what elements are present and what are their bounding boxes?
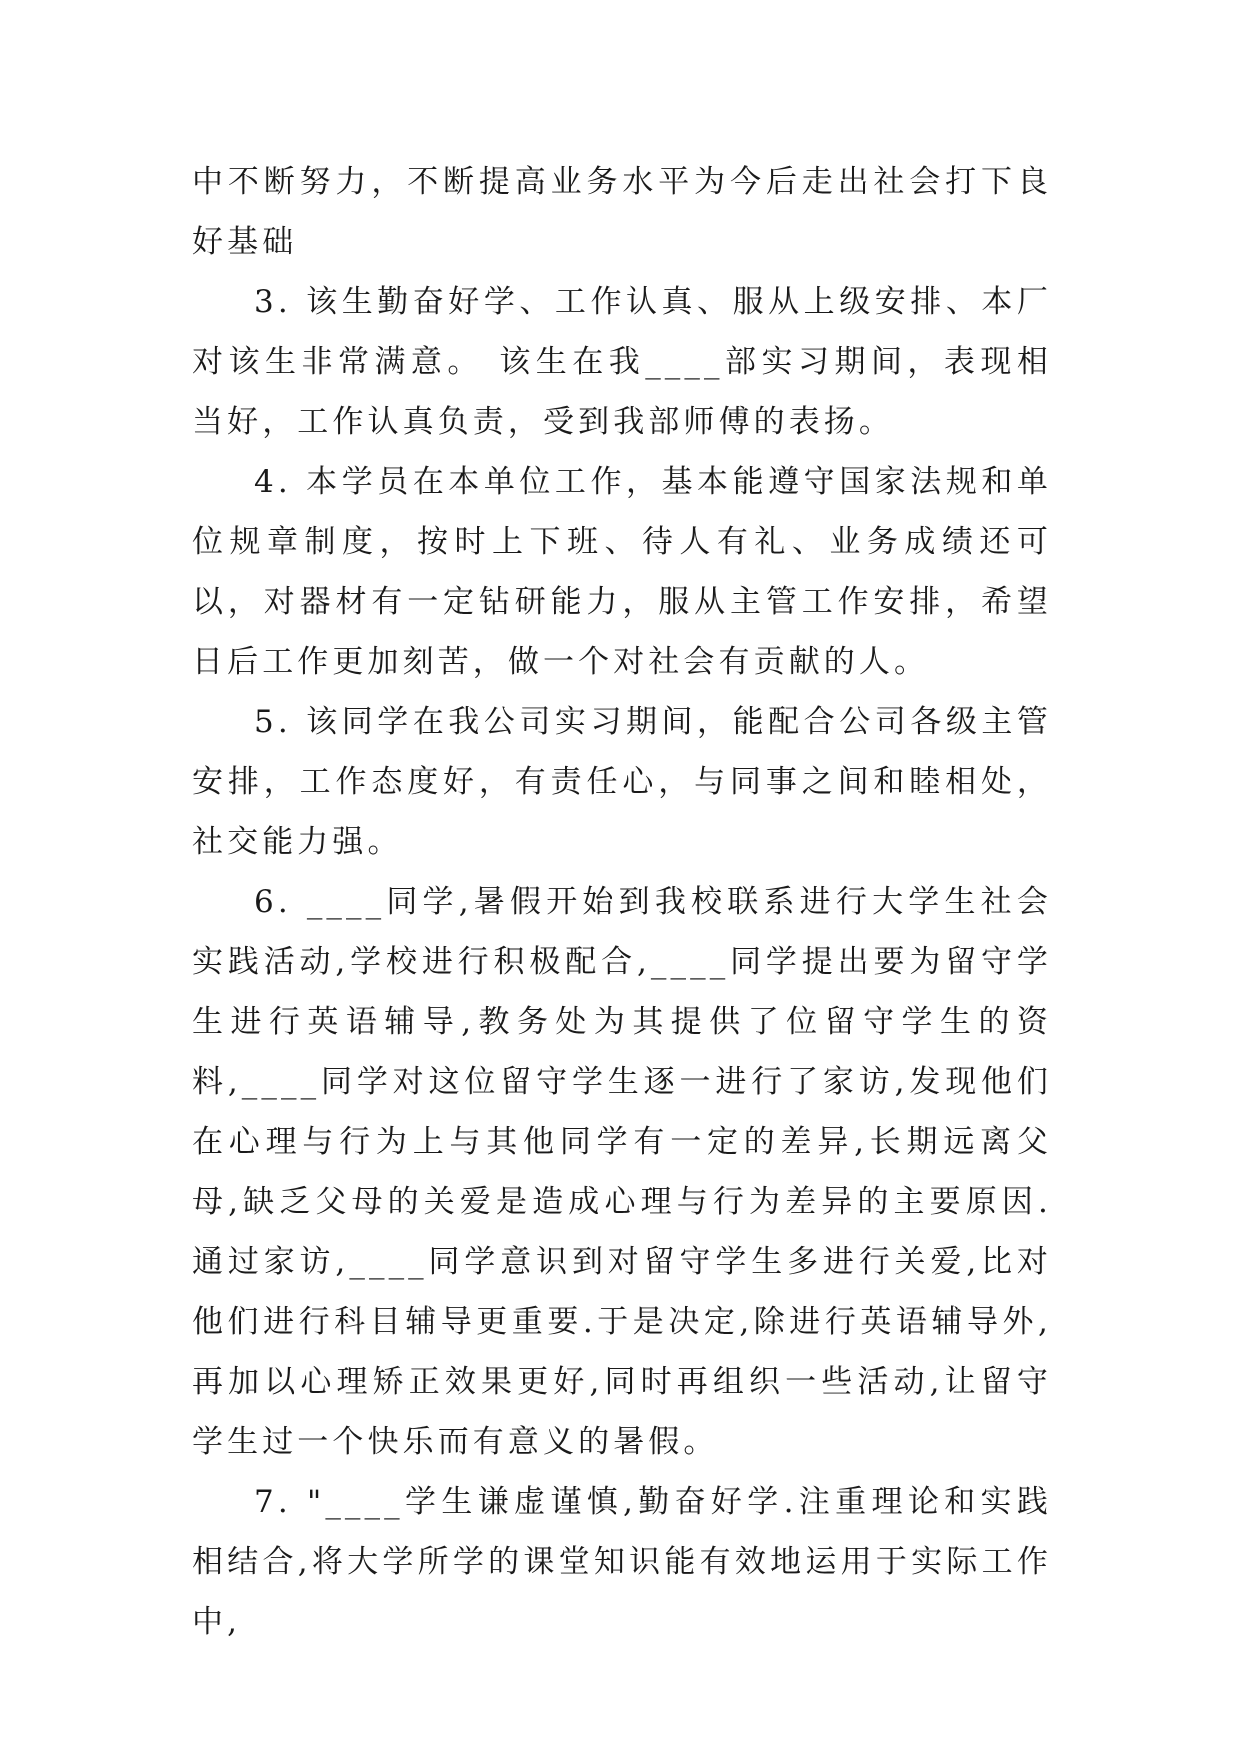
paragraph-item-4: 4. 本学员在本单位工作，基本能遵守国家法规和单位规章制度，按时上下班、待人有礼、业务成绩还可以，对器材有一定钻研能力，服从主管工作安排，希望日后工作更加刻苦，做一个对社会有贡献的人。 <box>192 464 1052 680</box>
document-body <box>192 152 1052 1652</box>
paragraph-item-5: 5. 该同学在我公司实习期间，能配合公司各级主管安排，工作态度好，有责任心，与同事之间和睦相处，社交能力强。 <box>192 704 1052 860</box>
paragraph-continuation: 中不断努力，不断提高业务水平为今后走出社会打下良好基础 <box>192 164 1052 260</box>
paragraph-item-3: 3. 该生勤奋好学、工作认真、服从上级安排、本厂对该生非常满意。 该生在我____部实习期间，表现相当好，工作认真负责，受到我部师傅的表扬。 <box>192 284 1052 440</box>
paragraph-item-6: 6. ____同学,暑假开始到我校联系进行大学生社会实践活动,学校进行积极配合,____同学提出要为留守学生进行英语辅导,教务处为其提供了位留守学生的资料,____同学对这位留守学生逐一进行了家访,发现他们在心理与行为上与其他同学有一定的差异,长期远离父母,缺乏父母的关爱是造成心理与行为差异的主要原因.通过家访,____同学意识到对留守学生多进行关爱,比对他们进行科目辅导更重要.于是决定,除进行英语辅导外,再加以心理矫正效果更好,同时再组织一些活动,让留守学生过一个快乐而有意义的暑假。 <box>192 884 1052 1460</box>
paragraph-item-7: 7. "____学生谦虚谨慎,勤奋好学.注重理论和实践相结合,将大学所学的课堂知识能有效地运用于实际工作中, <box>192 1484 1052 1640</box>
